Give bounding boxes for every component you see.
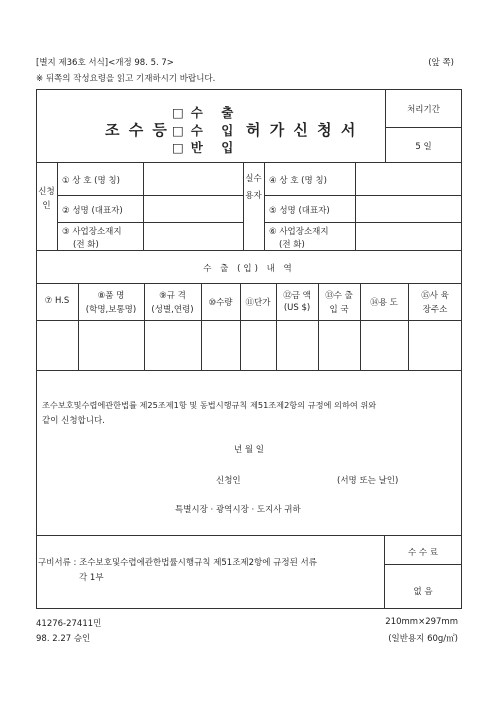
processing-period-value: 5 일 [415, 142, 432, 152]
user-phone-label: (전 화) [279, 240, 305, 250]
recipient: 특별시장 · 광역시장 · 도지사 귀하 [175, 505, 301, 515]
form-code: 41276-27411민 [36, 619, 102, 629]
form-number: [별지 제36호 서식]<개정 98. 5. 7> [36, 58, 174, 68]
signature-note: (서명 또는 날인) [337, 476, 399, 486]
paper-size: 210mm×297mm [385, 617, 458, 627]
col-country: ⑬수 출 [325, 291, 353, 301]
form-title-right: 허 가 신 청 서 [246, 121, 358, 139]
col-unit-price: ⑪단가 [245, 298, 271, 308]
fee-value: 없 음 [413, 587, 433, 597]
notice: ※ 뒤쪽의 작성요령을 읽고 기재하시기 바랍니다. [36, 74, 216, 84]
col-hs: ⑦ H.S [44, 296, 70, 306]
applicant-address-label: ③ 사업장소재지 [62, 227, 122, 237]
form-frame [36, 89, 462, 609]
col-amount: ⑫금 액 [283, 291, 311, 301]
paper-type: (일반용지 60g/㎡) [388, 634, 458, 644]
statement-body: 조수보호및수렵에관한법률 제25조제1항 및 동법시행규칙 제51조제2항의 규정에 의하여 위와 [42, 400, 377, 410]
applicant-name-label: ① 상 호 (명 칭) [62, 176, 120, 186]
applicant-side-label: 신청인 [38, 187, 55, 211]
option-import[interactable]: □수 입 [172, 123, 241, 138]
col-quantity: ⑩수량 [208, 298, 233, 308]
processing-period-label: 처리기간 [407, 105, 440, 115]
option-export[interactable]: □수 출 [172, 105, 241, 120]
col-item-name-sub: (학명,보통명) [85, 305, 137, 315]
col-country-sub: 입 국 [329, 305, 349, 315]
user-side-label: 실수용자 [245, 174, 262, 201]
form-title-left: 조 수 등 [105, 121, 169, 139]
user-name-label: ④ 상 호 (명 칭) [269, 176, 327, 186]
col-breeding: ⑮사 육 [421, 291, 449, 301]
col-purpose: ⑭용 도 [370, 298, 398, 308]
applicant-rep-label: ② 성명 (대표자) [62, 206, 123, 216]
applicant-phone-label: (전 화) [73, 240, 99, 250]
user-rep-label: ⑤ 성명 (대표자) [269, 206, 330, 216]
application-date: 년 월 일 [233, 445, 265, 455]
user-address-label: ⑥ 사업장소재지 [269, 227, 329, 237]
fee-label: 수 수 료 [407, 548, 439, 558]
approval-date: 98. 2.27 승인 [36, 634, 91, 644]
col-breeding-sub: 장주소 [422, 305, 448, 315]
col-amount-sub: (US $) [283, 303, 311, 313]
option-bring-in[interactable]: □반 입 [172, 140, 241, 155]
page-side: (앞 쪽) [428, 58, 454, 68]
col-spec-sub: (성별,연령) [151, 305, 194, 315]
col-item-name: ⑧품 명 [97, 291, 125, 301]
details-title: 수 출 (입) 내 역 [203, 264, 295, 274]
required-documents: 구비서류 : 조수보호및수렵에관한법률시행규칙 제51조제2항에 규정된 서류 [38, 558, 317, 568]
statement-body-2: 같이 신청합니다. [42, 416, 105, 426]
col-spec: ⑨규 격 [159, 291, 186, 301]
applicant-signature-label: 신청인 [216, 476, 241, 486]
required-documents-2: 각 1부 [79, 573, 104, 583]
